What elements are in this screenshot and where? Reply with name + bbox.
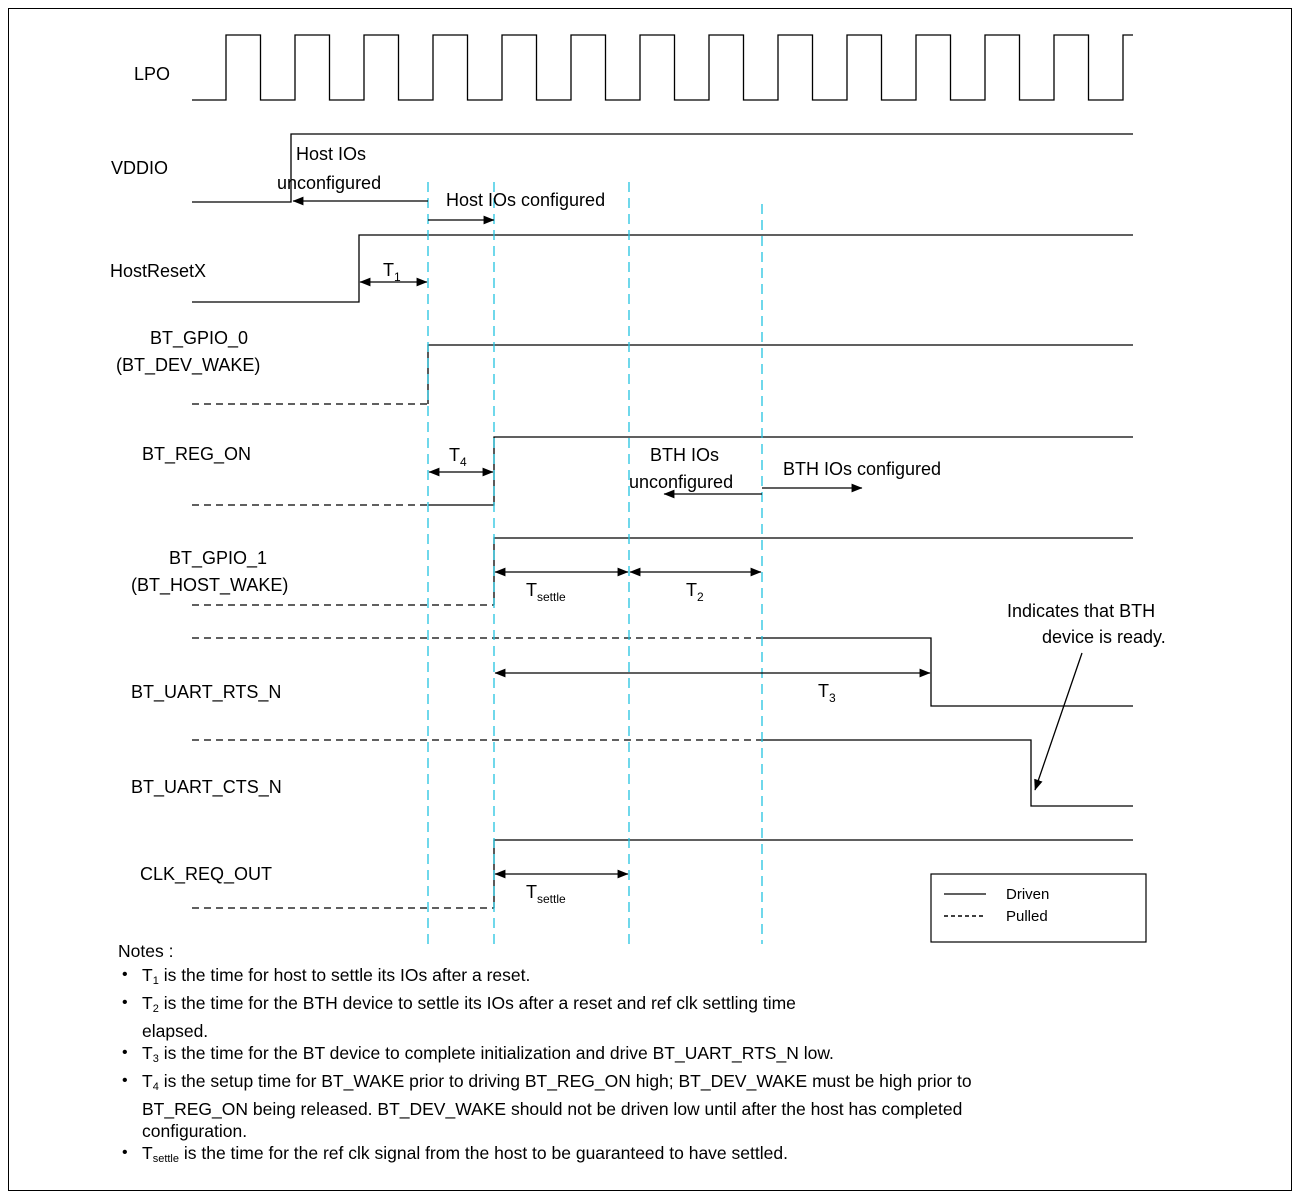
bt-gpio-0-driven: [428, 345, 1133, 404]
cts-driven: [762, 740, 1133, 806]
bt-reg-on-label: BT_REG_ON: [142, 444, 252, 464]
notes-title: Notes :: [118, 941, 174, 961]
bt-reg-on-driven: [428, 437, 1133, 505]
t1-label: $T_1$: [383, 260, 401, 284]
lpo-waveform: [192, 35, 1133, 100]
bt-gpio-0-label: BT_GPIO_0: [150, 328, 249, 348]
bt-host-wake-label: (BT_HOST_WAKE): [131, 575, 289, 595]
tsettle-label-2: $T_{settle}$: [526, 882, 566, 906]
rts-label: BT_UART_RTS_N: [131, 682, 282, 702]
bth-unconfigured-line1: BTH IOs: [650, 445, 720, 465]
ready-callout-line1: Indicates that BTH: [1007, 601, 1156, 621]
cts-label: BT_UART_CTS_N: [131, 777, 282, 797]
host-unconfigured-line2: unconfigured: [277, 173, 382, 193]
note-tsettle: • $T_{settle}$ is the time for the ref clk signal from the host to be guaranteed to have settled.: [142, 1142, 1118, 1170]
host-reset-label: HostResetX: [110, 261, 207, 281]
t3-label: $T_3$: [818, 681, 836, 705]
host-configured-label: Host IOs configured: [446, 190, 606, 210]
tsettle-label-1: $T_{settle}$: [526, 580, 566, 604]
vddio-label: VDDIO: [111, 158, 169, 178]
notes-section: [118, 940, 1118, 1170]
timing-guides: [428, 182, 762, 944]
lpo-label: LPO: [134, 64, 171, 84]
legend: [931, 874, 1146, 942]
ready-callout-pointer: [1035, 653, 1082, 790]
note-t2: • $T_2$ is the time for the BTH device to settle its IOs after a reset and ref clk settling time elapsed.: [142, 992, 842, 1042]
clk-req-label: CLK_REQ_OUT: [140, 864, 273, 884]
bth-unconfigured-line2: unconfigured: [629, 472, 734, 492]
t2-label: $T_2$: [686, 580, 704, 604]
note-t3: • $T_3$ is the time for the BT device to complete initialization and drive BT_UART_RTS_N low.: [142, 1042, 1118, 1070]
bt-dev-wake-label: (BT_DEV_WAKE): [116, 355, 261, 375]
t4-label: $T_4$: [449, 445, 467, 469]
bt-gpio-1-label: BT_GPIO_1: [169, 548, 268, 568]
legend-pulled-label: Pulled: [1006, 908, 1048, 925]
host-unconfigured-line1: Host IOs: [296, 144, 367, 164]
bth-configured-label: BTH IOs configured: [783, 459, 942, 479]
legend-driven-label: Driven: [1006, 886, 1050, 903]
host-reset-waveform: [192, 235, 1133, 302]
ready-callout-line2: device is ready.: [1042, 627, 1166, 647]
note-t1: • $T_1$ is the time for host to settle its IOs after a reset.: [142, 964, 1118, 992]
note-t4: • $T_4$ is the setup time for BT_WAKE prior to driving BT_REG_ON high; BT_DEV_WAKE must be high prior to BT_REG_ON being released. BT_DEV_WAKE should not be driven low until after the host has completed configuration.: [142, 1070, 1062, 1142]
